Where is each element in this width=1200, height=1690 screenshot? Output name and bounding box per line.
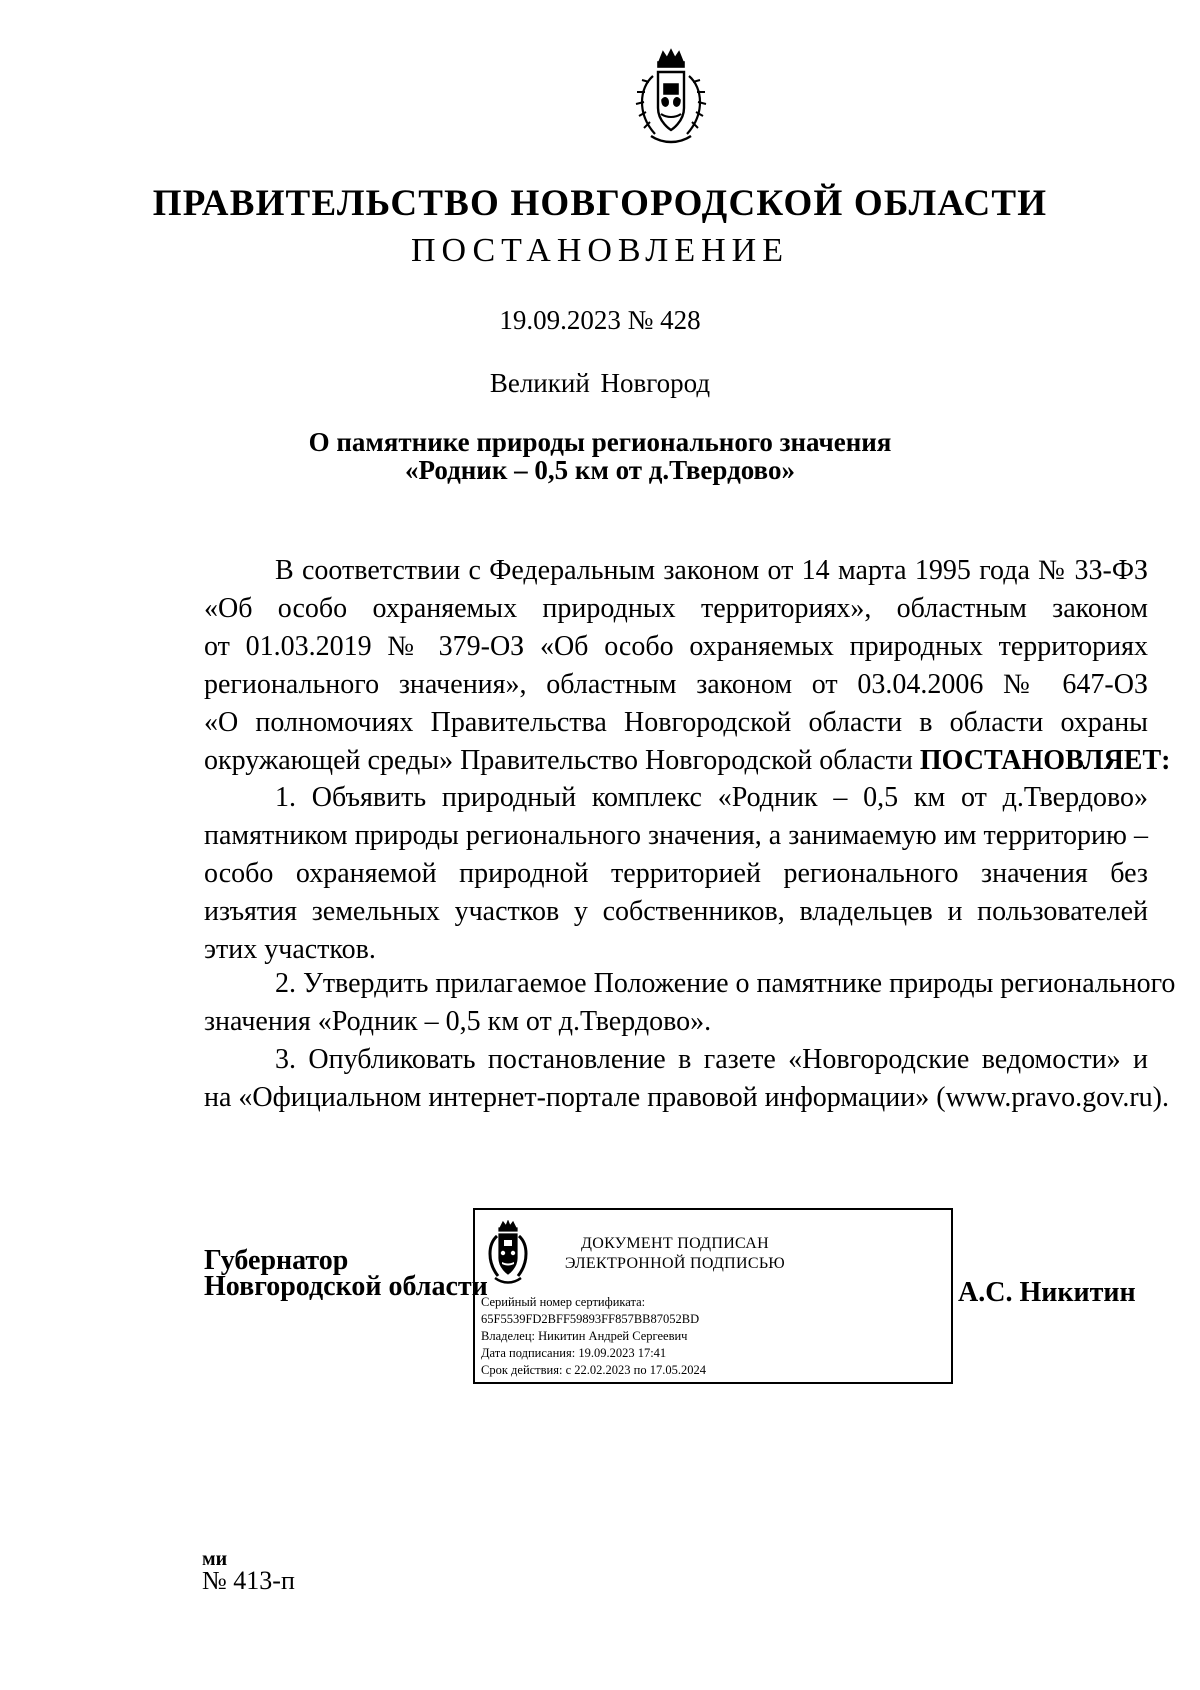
preamble-paragraph	[204, 552, 1171, 780]
executor-initials: ми	[202, 1548, 228, 1570]
stamp-owner: Владелец: Никитин Андрей Сергеевич	[481, 1329, 688, 1343]
text-line: 2. Утвердить прилагаемое Положение о памятнике природы регионального	[275, 968, 1176, 999]
text-line: на «Официальном интернет-портале правовой информации» (www.pravo.gov.ru).	[204, 1082, 1169, 1113]
novgorod-coat-of-arms-icon	[483, 1220, 533, 1286]
decree-item-1	[204, 779, 1148, 969]
novgorod-coat-of-arms-icon	[631, 48, 711, 148]
subject-line: «Родник – 0,5 км от д.Твердово»	[405, 455, 795, 485]
text-line: 3. Опубликовать постановление в газете «Новгородские ведомости» и	[275, 1044, 1148, 1075]
stamp-details	[481, 1294, 706, 1379]
text-line: регионального значения», областным законом от 03.04.2006 № 647-ОЗ	[204, 669, 1148, 700]
text-line: «О полномочиях Правительства Новгородской области в области охраны	[204, 707, 1148, 738]
document-city: Великий Новгород	[489, 368, 711, 398]
stamp-signed-at: Дата подписания: 19.09.2023 17:41	[481, 1346, 667, 1360]
text-line: этих участков.	[204, 934, 376, 965]
text-line: памятником природы регионального значения, а занимаемую им территорию –	[204, 820, 1148, 851]
text-line: 1. Объявить природный комплекс «Родник – 0,5 км от д.Твердово»	[275, 782, 1148, 813]
signer-title-line: Новгородской области	[204, 1271, 488, 1302]
organization-title: ПРАВИТЕЛЬСТВО НОВГОРОДСКОЙ ОБЛАСТИ	[152, 183, 1048, 224]
text-line: изъятия земельных участков у собственников, владельцев и пользователей	[204, 896, 1148, 927]
text-line: «Об особо охраняемых природных территориях», областным законом	[204, 593, 1148, 624]
stamp-cert-serial: 65F5539FD2BFF59893FF857BB87052BD	[481, 1312, 700, 1326]
subject-line: О памятнике природы регионального значения	[308, 427, 892, 457]
text-line: особо охраняемой природной территорией регионального значения без	[204, 858, 1148, 889]
signer-name: А.С. Никитин	[958, 1277, 1136, 1308]
stamp-heading-line: ДОКУМЕНТ ПОДПИСАН	[581, 1235, 769, 1252]
signer-title	[204, 1245, 488, 1302]
document-type-heading: ПОСТАНОВЛЕНИЕ	[410, 232, 790, 269]
signer-title-line: Губернатор	[204, 1245, 349, 1276]
stamp-cert-label: Серийный номер сертификата:	[481, 1295, 646, 1309]
document-date-number: 19.09.2023 № 428	[499, 305, 701, 335]
text-line: значения «Родник – 0,5 км от д.Твердово».	[204, 1006, 712, 1037]
decree-item-2	[204, 965, 1176, 1041]
text-line: от 01.03.2019 № 379-ОЗ «Об особо охраняемых природных территориях	[204, 631, 1148, 662]
footer-registration	[202, 1548, 295, 1595]
text-line-with-decree	[204, 742, 1171, 780]
text-fragment: окружающей среды» Правительство Новгородской области	[204, 745, 913, 776]
document-subject	[0, 428, 1200, 484]
stamp-heading-line: ЭЛЕКТРОННОЙ ПОДПИСЬЮ	[564, 1255, 786, 1272]
decree-item-3	[204, 1041, 1169, 1117]
stamp-validity: Срок действия: с 22.02.2023 по 17.05.2024	[481, 1363, 706, 1377]
text-line: В соответствии с Федеральным законом от 14 марта 1995 года № 33-ФЗ	[275, 555, 1148, 586]
stamp-heading	[545, 1234, 805, 1274]
electronic-signature-stamp	[473, 1208, 953, 1384]
decree-word: ПОСТАНОВЛЯЕТ:	[919, 745, 1171, 776]
registration-number: № 413-п	[202, 1566, 295, 1595]
